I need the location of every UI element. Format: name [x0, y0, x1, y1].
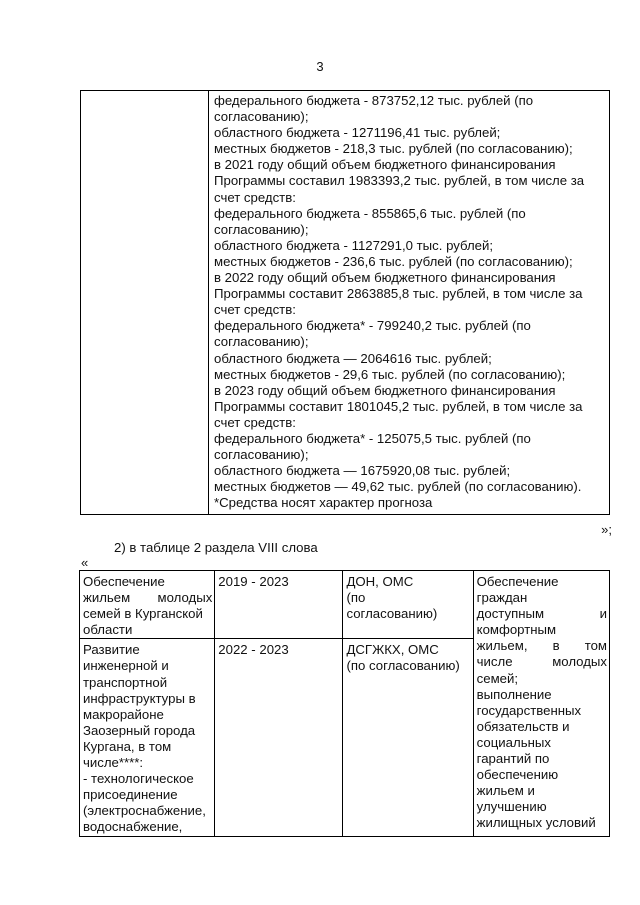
executor-line: ДОН, ОМС: [346, 574, 414, 589]
period-cell: [215, 571, 343, 639]
budget-line: согласованию);: [214, 221, 309, 237]
budget-line: областного бюджета - 1127291,0 тыс. рублей;: [214, 237, 494, 253]
budget-line: согласованию);: [214, 334, 309, 350]
budget-line: в 2021 году общий объем бюджетного финансирования: [214, 157, 556, 173]
budget-line: местных бюджетов - 218,3 тыс. рублей (по согласованию);: [214, 141, 573, 157]
executor-line: ДСГЖКХ, ОМС: [346, 642, 439, 658]
result-line: семей;: [476, 670, 519, 686]
budget-line: местных бюджетов - 29,6 тыс. рублей (по согласованию);: [214, 366, 566, 382]
executor-line: (по согласованию): [346, 658, 460, 674]
measure-name-line: транспортной: [83, 674, 168, 690]
program-measures-table: [79, 570, 610, 837]
budget-line: федерального бюджета* - 799240,2 тыс. рублей (по: [214, 318, 531, 334]
budget-line: местных бюджетов - 236,6 тыс. рублей (по согласованию);: [214, 253, 573, 269]
measure-name-line: Развитие: [83, 642, 140, 658]
budget-line: счет средств:: [214, 414, 296, 430]
measure-name-line: семей в Курганской: [83, 606, 203, 622]
measure-name-line: (электроснабжение,: [83, 803, 206, 819]
executor-line: (по: [346, 590, 366, 606]
opening-quote: «: [81, 555, 89, 570]
budget-line: областного бюджета - 1271196,41 тыс. рублей;: [214, 125, 501, 141]
budget-line: областного бюджета — 1675920,08 тыс. рублей;: [214, 463, 511, 479]
period-cell: [215, 639, 343, 836]
result-line: жильем, в том: [476, 638, 607, 654]
measure-name-line: области: [83, 622, 133, 638]
result-line: гарантий по: [476, 751, 550, 767]
budget-line: федерального бюджета - 855865,6 тыс. рублей (по: [214, 205, 526, 221]
measure-name-line: числе****:: [83, 755, 144, 771]
measure-name-line: присоединение: [83, 787, 178, 803]
measure-name-line: инженерной и: [83, 658, 169, 674]
period-text: 2022 - 2023: [218, 642, 289, 658]
budget-table: [80, 90, 610, 515]
executor-cell: [343, 639, 473, 836]
budget-line: Программы составил 1983393,2 тыс. рублей, в том числе за: [214, 173, 585, 189]
measure-name-line: - технологическое: [83, 771, 194, 787]
budget-footnote: *Средства носят характер прогноза: [214, 495, 433, 511]
budget-line: федерального бюджета* - 125075,5 тыс. рублей (по: [214, 430, 531, 446]
result-line: улучшению: [476, 799, 547, 815]
result-line: государственных: [476, 702, 582, 718]
result-line: комфортным: [476, 622, 557, 638]
measure-name-cell: [80, 571, 215, 639]
result-line: жильем и: [476, 783, 535, 799]
measure-name-line: Кургана, в том: [83, 738, 172, 754]
measure-name-line: макрорайоне: [83, 706, 164, 722]
measure-name-line: инфраструктуры в: [83, 690, 196, 706]
executor-line: согласованию): [346, 606, 438, 622]
budget-label-cell: [81, 91, 209, 515]
budget-line: Программы составит 1801045,2 тыс. рублей, в том числе за: [214, 398, 583, 414]
budget-line: областного бюджета — 2064616 тыс. рублей;: [214, 350, 492, 366]
budget-line: счет средств:: [214, 302, 296, 318]
budget-line: в 2022 году общий объем бюджетного финансирования: [214, 270, 556, 286]
budget-line: Программы составит 2863885,8 тыс. рублей, в том числе за: [214, 286, 583, 302]
result-line: социальных: [476, 734, 551, 750]
period-text: 2019 - 2023: [218, 574, 289, 589]
result-line: числе молодых: [476, 654, 607, 670]
budget-line: в 2023 году общий объем бюджетного финансирования: [214, 382, 556, 398]
budget-line: счет средств:: [214, 189, 296, 205]
result-line: граждан: [476, 590, 528, 606]
budget-line: согласованию);: [214, 109, 309, 125]
executor-cell: [343, 571, 473, 639]
result-line: жилищных условий: [476, 815, 596, 831]
budget-line: федерального бюджета - 873752,12 тыс. рублей (по: [214, 93, 534, 108]
closing-quote: »;: [601, 522, 612, 537]
budget-line: согласованию);: [214, 447, 309, 463]
result-line: доступным и: [476, 606, 607, 622]
measure-name-line: жильем молодых: [83, 590, 213, 606]
result-line: обеспечению: [476, 767, 559, 783]
measure-name-cell: [80, 639, 215, 836]
measure-name-line: Заозерный города: [83, 722, 196, 738]
expected-result-cell: [473, 571, 609, 837]
page-number: 3: [316, 59, 324, 74]
result-line: Обеспечение: [476, 574, 559, 589]
section-instruction: 2) в таблице 2 раздела VIII слова: [114, 540, 318, 555]
budget-line: местных бюджетов — 49,62 тыс. рублей (по согласованию).: [214, 479, 582, 495]
result-line: выполнение: [476, 686, 552, 702]
measure-name-line: Обеспечение: [83, 574, 165, 589]
result-line: обязательств и: [476, 718, 570, 734]
budget-text-cell: [209, 91, 610, 515]
measure-name-line: водоснабжение,: [83, 819, 183, 835]
